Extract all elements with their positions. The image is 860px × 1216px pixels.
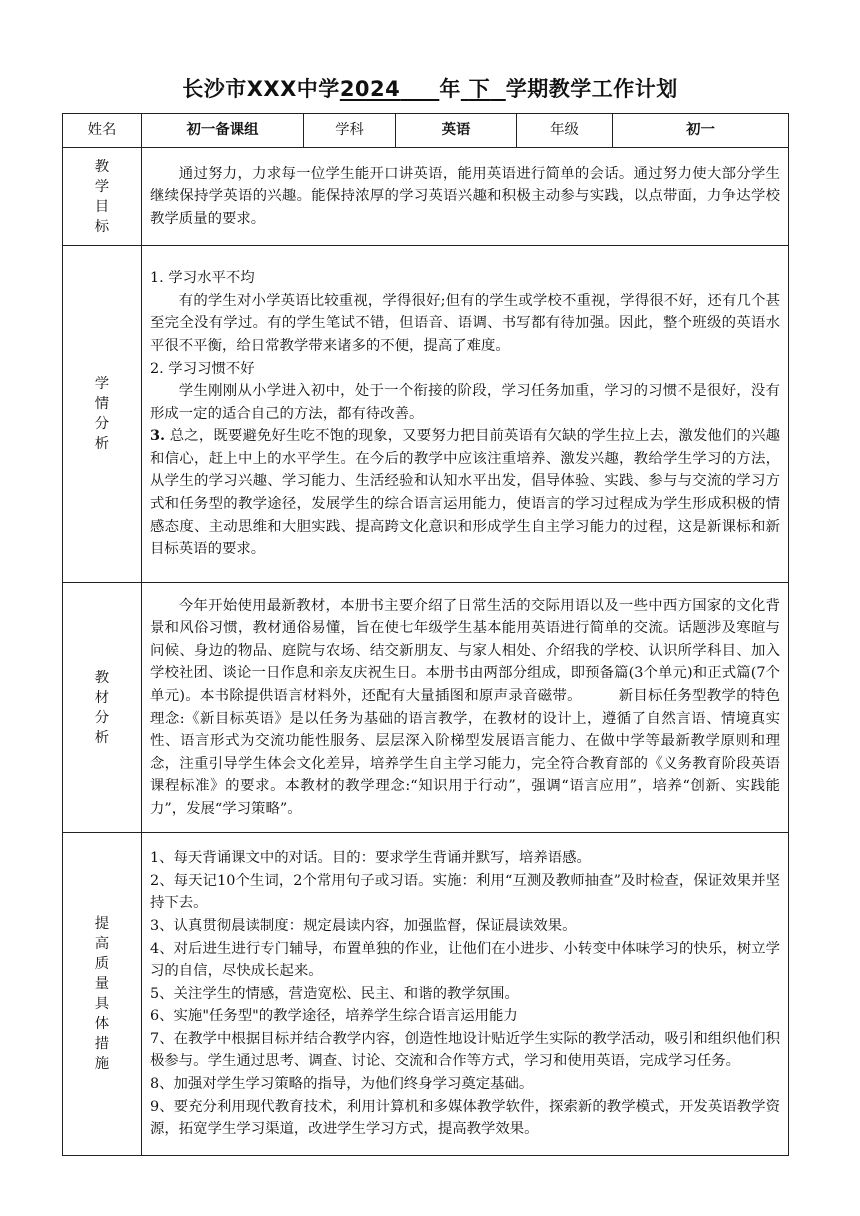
title-term-blank [461, 77, 506, 101]
analysis-label-char: 情 [94, 396, 110, 412]
analysis-item1-title: 1. 学习水平不均 [150, 270, 255, 287]
analysis-item2-text: 学生刚刚从小学进入初中，处于一个衔接的阶段，学习任务加重，学习的习惯不是很好，没有形成一定的适合自己的方法，都有待改善。 [150, 383, 780, 422]
measures-content [142, 833, 789, 1156]
materials-label-char: 析 [94, 729, 110, 746]
materials-content [142, 583, 789, 833]
grade-value: 初一 [613, 114, 789, 148]
measure-item: 6、实施"任务型"的教学途径，培养学生综合语言运用能力 [150, 1008, 518, 1025]
analysis-label-char: 学 [94, 376, 110, 392]
goals-label-char: 学 [94, 178, 110, 195]
analysis-item3-num: 3. [150, 427, 166, 445]
analysis-item2-title: 2. 学习习惯不好 [150, 360, 255, 377]
measures-label-char: 具 [94, 996, 110, 1012]
analysis-item1-text: 有的学生对小学英语比较重视，学得很好;但有的学生或学校不重视，学得很不好，还有几个甚至完全没有学过。有的学生笔试不错，但语音、语调、书写都有待加强。因此，整个班级的英语水平很不平衡，给日常教学带来诸多的不便，提高了难度。 [150, 292, 780, 354]
measures-label-char: 措 [94, 1036, 110, 1052]
analysis-label-char: 分 [94, 416, 110, 432]
title-year-blank [340, 77, 440, 101]
title-term: 下 [468, 77, 491, 101]
goals-text: 通过努力，力求每一位学生能开口讲英语，能用英语进行简单的会话。通过努力使大部分学生继续保持学英语的兴趣。能保持浓厚的学习英语兴趣和积极主动参与实践，以点带面，力争达学校教学质量的要求。 [150, 165, 780, 227]
materials-label-char: 教 [94, 669, 110, 686]
name-value: 初一备课组 [142, 114, 304, 148]
analysis-content [142, 246, 789, 583]
analysis-row [63, 246, 789, 583]
subject-label: 学科 [304, 114, 396, 148]
materials-label-char: 材 [94, 689, 110, 706]
measures-label-char: 提 [94, 916, 110, 932]
measure-item: 5、关注学生的情感，营造宽松、民主、和谐的教学氛围。 [150, 985, 519, 1002]
goals-content [142, 148, 789, 246]
name-label: 姓名 [63, 114, 142, 148]
goals-label-char: 目 [94, 198, 110, 215]
measure-item: 2、每天记10个生词，2个常用句子或习语。实施：利用“互测及教师抽查”及时检查，保证效果并坚持下去。 [150, 872, 780, 912]
materials-text: 今年开始使用最新教材，本册书主要介绍了日常生活的交际用语以及一些中西方国家的文化背景和风俗习惯，教材通俗易懂，旨在使七年级学生基本能用英语进行简单的交流。话题涉及寒暄与问候、身边的物品、庭院与农场、结交新朋友、与家人相处、介绍我的学校、认识所学科目、加入学校社团、谈论一日作息和亲友庆祝生日。本册书由两部分组成，即预备篇(3个单元)和正式篇(7个单元)。本书除提供语言材料外，还配有大量插图和原声录音磁带。 新目标任务型教学的特色理念:《新目标英语》是以任务为基础的语言教学，在教材的设计上，遵循了自然言语、情境真实性、语言形式为交流功能性服务、层层深入阶梯型发展语言能力、在做中学等最新教学原则和理念，注重引导学生体会文化差异，培养学生自主学习能力，完全符合教育部的《义务教育阶段英语课程标准》的要求。本教材的教学理念:“知识用于行动”，强调“语言应用”，培养“创新、实践能力”，发展“学习策略”。 [150, 597, 780, 817]
measures-row [63, 833, 789, 1156]
measure-item: 4、对后进生进行专门辅导，布置单独的作业，让他们在小进步、小转变中体味学习的快乐，树立学习的自信，尽快成长起来。 [150, 940, 780, 980]
measures-label-char: 量 [94, 976, 110, 992]
analysis-item3-text: 总之，既要避免好生吃不饱的现象，又要努力把目前英语有欠缺的学生拉上去，激发他们的兴趣和信心，赶上中上的水平学生。在今后的教学中应该注重培养、激发兴趣，教给学生学习的方法，从学生的学习兴趣、学习能力、生活经验和认知水平出发，倡导体验、实践、参与与交流的学习方式和任务型的教学途径，发展学生的综合语言运用能力，使语言的学习过程成为学生形成积极的情感态度、主动思维和大胆实践、提高跨文化意识和形成学生自主学习能力的过程，这是新课标和新目标英语的要求。 [150, 428, 780, 558]
measures-label-char: 体 [94, 1016, 110, 1032]
goals-label-char: 标 [94, 218, 110, 235]
title-year-label: 年 [439, 77, 461, 101]
plan-table [62, 113, 789, 1156]
measure-item: 7、在教学中根据目标并结合教学内容，创造性地设计贴近学生实际的教学活动，吸引和组织他们积极参与。学生通过思考、调查、讨论、交流和合作等方式，学习和使用英语，完成学习任务。 [150, 1030, 780, 1070]
measure-item: 9、要充分利用现代教育技术，利用计算机和多媒体教学软件，探索新的教学模式，开发英语教学资源，拓宽学生学习渠道，改进学生学习方式，提高教学效果。 [150, 1098, 780, 1138]
measures-label [63, 833, 142, 1156]
analysis-item3 [150, 425, 780, 561]
measure-item: 3、认真贯彻晨读制度：规定晨读内容，加强监督，保证晨读效果。 [150, 917, 577, 934]
title-prefix: 长沙市XXX中学 [182, 77, 340, 101]
title-year: 2024 [339, 77, 401, 101]
analysis-label [63, 246, 142, 583]
measure-item: 8、加强对学生学习策略的指导，为他们终身学习奠定基础。 [150, 1076, 534, 1093]
header-row [63, 114, 789, 148]
measures-label-char: 质 [94, 956, 110, 972]
page-title [0, 74, 860, 104]
title-suffix: 学期教学工作计划 [505, 77, 678, 101]
grade-label: 年级 [517, 114, 613, 148]
measures-label-char: 施 [94, 1056, 110, 1072]
materials-row [63, 583, 789, 833]
materials-label-char: 分 [94, 709, 110, 726]
analysis-label-char: 析 [94, 436, 110, 452]
measures-label-char: 高 [94, 936, 110, 952]
goals-label [63, 148, 142, 246]
goals-row [63, 148, 789, 246]
materials-label [63, 583, 142, 833]
measure-item: 1、每天背诵课文中的对话。目的：要求学生背诵并默写，培养语感。 [150, 850, 591, 867]
subject-value: 英语 [396, 114, 517, 148]
goals-label-char: 教 [94, 158, 110, 175]
